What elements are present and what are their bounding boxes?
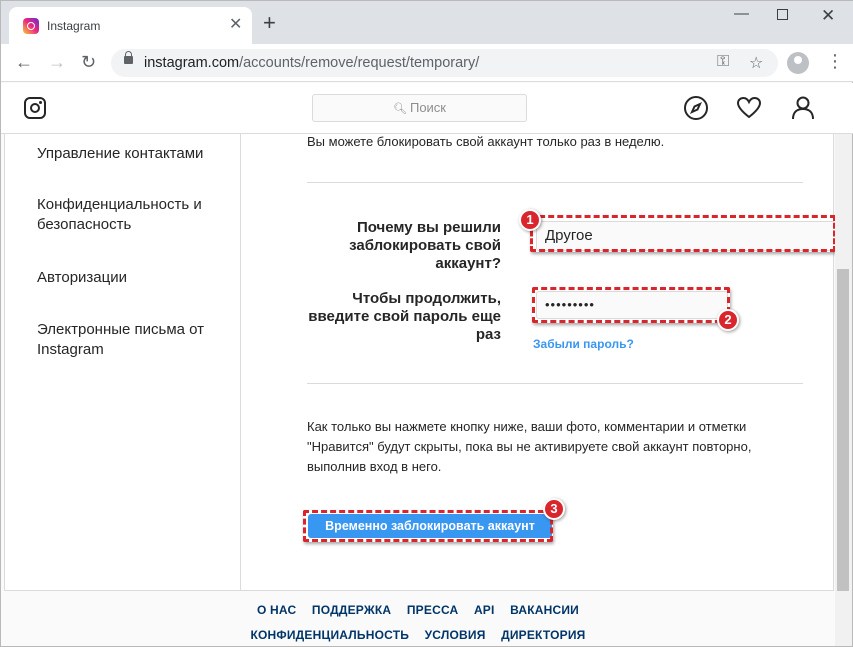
sidebar-item-privacy[interactable]: Конфиденциальность и безопасность: [37, 196, 202, 233]
reload-icon[interactable]: ↻: [81, 52, 97, 72]
annotation-box-submit: [303, 510, 553, 542]
sidebar-item-contacts[interactable]: Управление контактами: [37, 145, 204, 162]
more-menu-icon[interactable]: ⋮: [826, 51, 844, 71]
annotation-box-password: [532, 287, 730, 323]
footer-link-directory[interactable]: ДИРЕКТОРИЯ: [501, 628, 586, 642]
reason-label: Почему вы решили заблокировать свой аккаунт?: [349, 219, 501, 272]
close-tab-icon[interactable]: ✕: [229, 16, 243, 33]
sidebar-item-authorizations[interactable]: Авторизации: [37, 269, 127, 286]
maximize-icon[interactable]: [777, 9, 788, 20]
address-bar[interactable]: [111, 49, 778, 77]
footer-link-privacy[interactable]: КОНФИДЕНЦИАЛЬНОСТЬ: [250, 628, 410, 642]
annotation-badge-1: 1: [519, 209, 541, 231]
footer-link-support[interactable]: ПОДДЕРЖКА: [311, 603, 392, 617]
heart-icon[interactable]: [736, 95, 762, 121]
profile-avatar-icon[interactable]: [787, 52, 809, 74]
sidebar-item-emails[interactable]: Электронные письма от Instagram: [37, 321, 205, 358]
forward-arrow-icon[interactable]: →: [48, 52, 66, 72]
footer-link-about[interactable]: О НАС: [256, 603, 297, 617]
profile-icon[interactable]: [790, 95, 816, 121]
footer-link-press[interactable]: ПРЕССА: [406, 603, 459, 617]
new-tab-icon[interactable]: +: [263, 10, 276, 35]
url-path: /accounts/remove/request/temporary/: [239, 55, 480, 71]
minimize-icon[interactable]: —: [734, 5, 749, 22]
back-arrow-icon[interactable]: ←: [15, 52, 33, 72]
settings-sidebar: [5, 134, 241, 591]
password-label: Чтобы продолжить, введите свой пароль еще раз: [308, 290, 501, 343]
url-host: instagram.com: [144, 55, 240, 71]
temporarily-block-account-button[interactable]: Временно заблокировать аккаунт: [308, 514, 552, 538]
lock-icon: [124, 56, 133, 64]
search-icon: 🔍︎: [393, 103, 407, 115]
footer-links-row2: [1, 628, 835, 642]
search-placeholder: Поиск: [409, 100, 446, 115]
weekly-limit-note: Вы можете блокировать свой аккаунт только раз в неделю.: [307, 134, 665, 149]
forgot-password-link[interactable]: Забыли пароль?: [533, 337, 634, 351]
key-icon[interactable]: ⚿: [717, 53, 730, 70]
footer-link-terms[interactable]: УСЛОВИЯ: [424, 628, 486, 642]
instagram-favicon-icon: [23, 18, 39, 34]
instagram-header: [1, 83, 853, 134]
tab-strip: [1, 1, 853, 44]
scrollbar-thumb[interactable]: [837, 269, 849, 591]
browser-toolbar: [1, 44, 853, 82]
star-icon[interactable]: ☆: [749, 55, 764, 72]
close-window-icon[interactable]: ✕: [821, 6, 836, 25]
reason-select[interactable]: Другое: [536, 221, 836, 251]
tab-title: Instagram: [47, 19, 101, 33]
annotation-badge-3: 3: [543, 498, 565, 520]
annotation-badge-2: 2: [717, 309, 739, 331]
password-input[interactable]: •••••••••: [536, 291, 728, 319]
url-text[interactable]: [144, 55, 479, 71]
search-input[interactable]: [312, 94, 527, 122]
browser-tab[interactable]: [9, 7, 252, 44]
explore-compass-icon[interactable]: [683, 95, 709, 121]
instagram-logo-icon[interactable]: [24, 97, 46, 119]
footer-links-row1: [1, 603, 835, 617]
block-warning-text: Как только вы нажмете кнопку ниже, ваши фото, комментарии и отметки "Нравится" будут скрыты, пока вы не активируете свой аккаунт повторно, выполнив вход в него.: [307, 419, 752, 474]
annotation-box-reason: [530, 215, 836, 252]
footer-link-api[interactable]: API: [473, 603, 495, 617]
divider: [307, 383, 803, 384]
footer-link-jobs[interactable]: ВАКАНСИИ: [510, 603, 580, 617]
divider: [307, 182, 803, 183]
